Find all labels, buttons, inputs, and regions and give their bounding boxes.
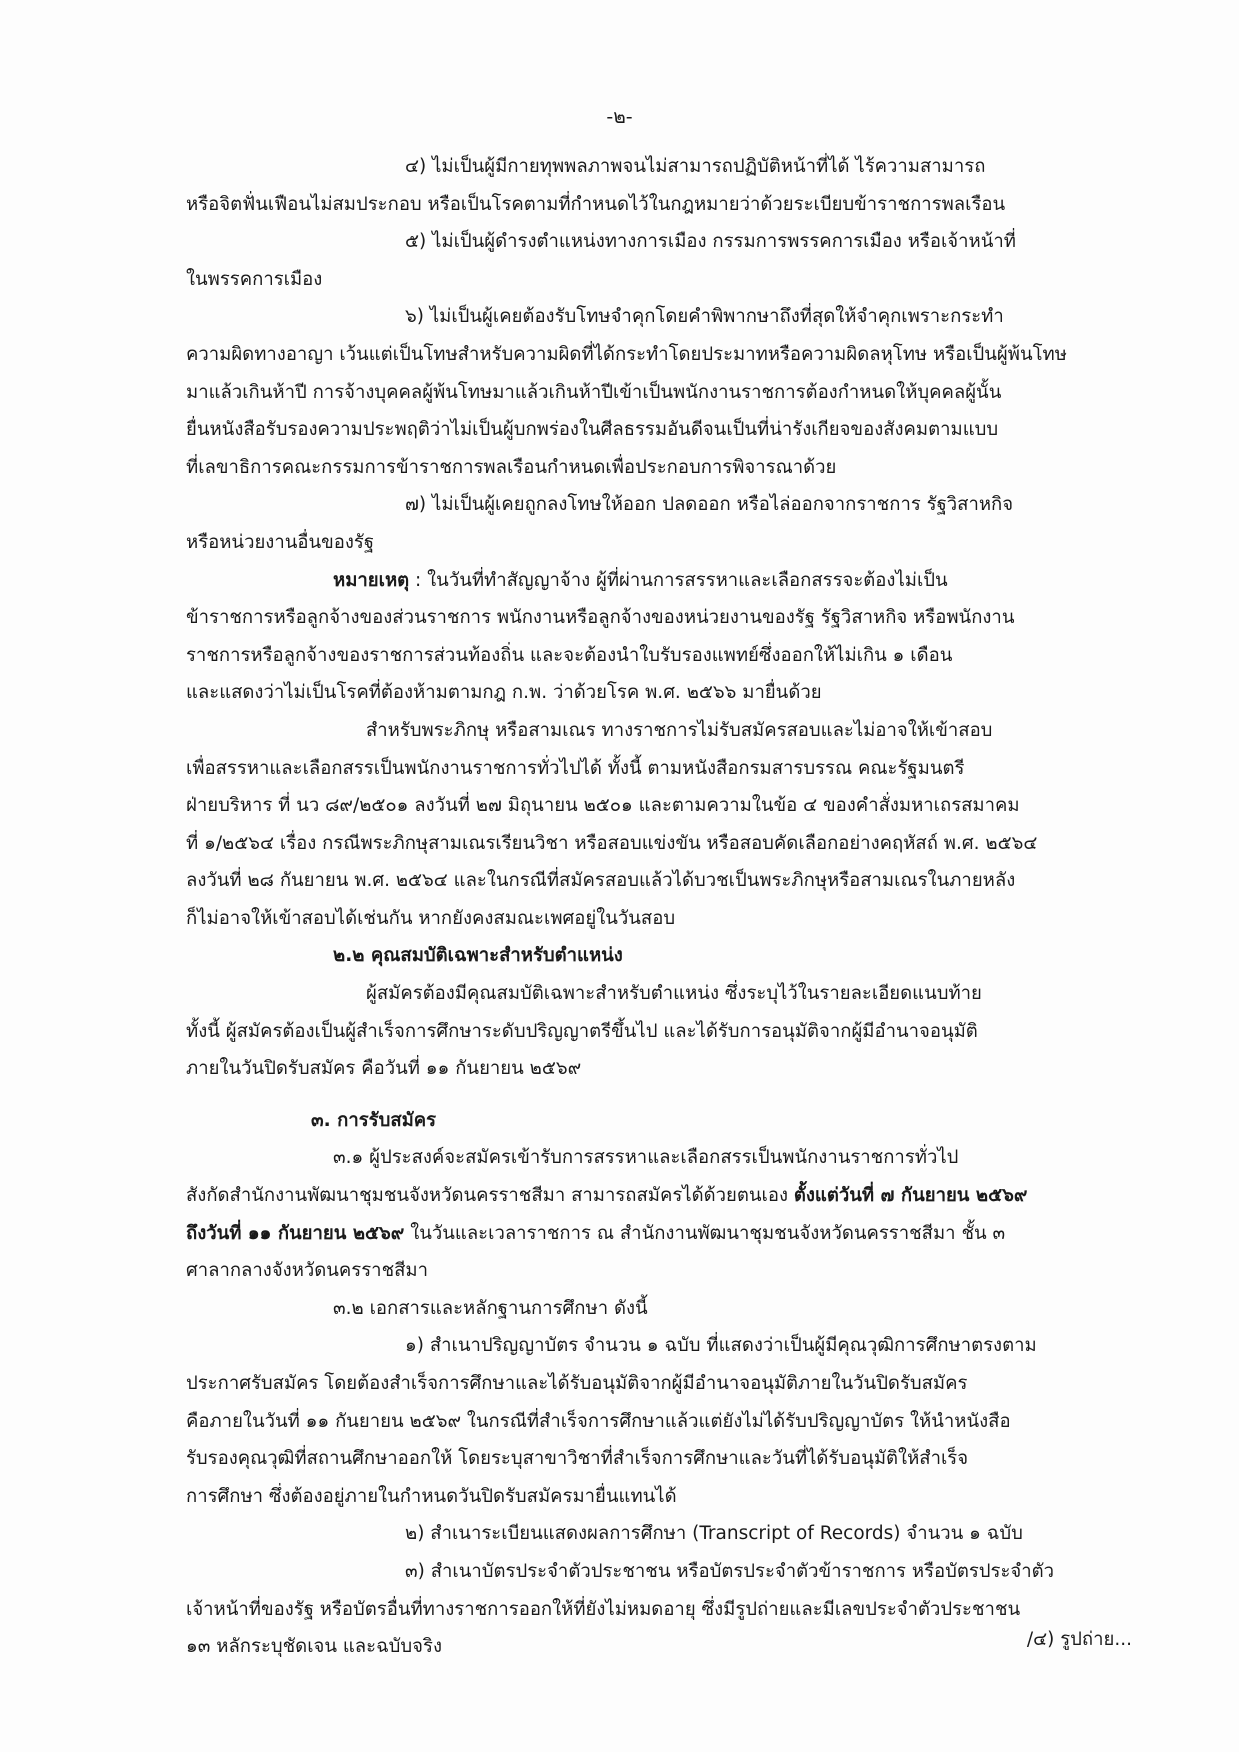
text-segment: เจ้าหน้าที่ของรัฐ หรือบัตรอื่นที่ทางราชการออกให้ที่ยังไม่หมดอายุ ซึ่งมีรูปถ่ายและมีเลขประจำตัวประชาชน	[186, 1598, 1021, 1620]
text-segment: ในพรรคการเมือง	[186, 268, 323, 290]
text-line	[186, 599, 1132, 637]
text-segment: ๑๓ หลักระบุชัดเจน และฉบับจริง	[186, 1636, 442, 1658]
text-segment: และแสดงว่าไม่เป็นโรคที่ต้องห้ามตามกฎ ก.พ. ว่าด้วยโรค พ.ศ. ๒๕๖๖ มายื่นด้วย	[186, 682, 822, 704]
text-line	[186, 1050, 1132, 1088]
text-segment: ลงวันที่ ๒๘ กันยายน พ.ศ. ๒๕๖๔ และในกรณีที่สมัครสอบแล้วได้บวชเป็นพระภิกษุหรือสามเณรในภายหลัง	[186, 870, 1016, 892]
text-line	[186, 862, 1132, 900]
paragraph-gap	[186, 1088, 1132, 1102]
text-line	[186, 1102, 1132, 1140]
text-line	[186, 900, 1132, 938]
text-line	[186, 261, 1132, 299]
text-line	[186, 1290, 1132, 1328]
text-line	[186, 750, 1132, 788]
text-segment: ๓.๑ ผู้ประสงค์จะสมัครเข้ารับการสรรหาและเลือกสรรเป็นพนักงานราชการทั่วไป	[333, 1147, 959, 1169]
text-line	[186, 1365, 1132, 1403]
bold-text-segment: ๒.๒ คุณสมบัติเฉพาะสำหรับตำแหน่ง	[333, 945, 623, 967]
text-line	[186, 1478, 1132, 1516]
text-line	[186, 1403, 1132, 1441]
text-segment: ทั้งนี้ ผู้สมัครต้องเป็นผู้สำเร็จการศึกษาระดับปริญญาตรีขึ้นไป และได้รับการอนุมัติจากผู้มีอำนาจอนุมัติ	[186, 1020, 978, 1042]
text-line	[186, 825, 1132, 863]
text-line	[186, 937, 1132, 975]
text-segment: สังกัดสำนักงานพัฒนาชุมชนจังหวัดนครราชสีมา สามารถสมัครได้ด้วยตนเอง	[186, 1185, 794, 1207]
text-segment: ๒) สำเนาระเบียนแสดงผลการศึกษา (Transcript of Records) จำนวน ๑ ฉบับ	[405, 1523, 1023, 1545]
text-segment: ที่ ๑/๒๕๖๔ เรื่อง กรณีพระภิกษุสามเณรเรียนวิชา หรือสอบแข่งขัน หรือสอบคัดเลือกอย่างคฤหัสถ์ พ.ศ. ๒๕๖๔	[186, 832, 1038, 854]
text-segment: คือภายในวันที่ ๑๑ กันยายน ๒๕๖๙ ในกรณีที่สำเร็จการศึกษาแล้วแต่ยังไม่ได้รับปริญญาบัตร ให้นำหนังสือ	[186, 1410, 1011, 1432]
bold-text-segment: ๓. การรับสมัคร	[311, 1109, 437, 1131]
text-segment: หรือหน่วยงานอื่นของรัฐ	[186, 531, 375, 553]
text-line	[186, 1252, 1132, 1290]
text-segment: ราชการหรือลูกจ้างของราชการส่วนท้องถิ่น และจะต้องนำใบรับรองแพทย์ซึ่งออกให้ไม่เกิน ๑ เดือน	[186, 644, 953, 666]
text-line	[186, 1553, 1132, 1591]
bold-text-segment: หมายเหตุ	[333, 569, 410, 591]
text-line	[186, 336, 1132, 374]
text-segment: ภายในวันปิดรับสมัคร คือวันที่ ๑๑ กันยายน ๒๕๖๙	[186, 1058, 582, 1080]
text-line	[186, 1515, 1132, 1553]
text-line	[186, 1139, 1132, 1177]
text-segment: มาแล้วเกินห้าปี การจ้างบุคคลผู้พ้นโทษมาแล้วเกินห้าปีเข้าเป็นพนักงานราชการต้องกำหนดให้บุคคลผู้นั้น	[186, 381, 1002, 403]
text-segment: ๓) สำเนาบัตรประจำตัวประชาชน หรือบัตรประจำตัวข้าราชการ หรือบัตรประจำตัว	[405, 1560, 1055, 1582]
text-segment: : ในวันที่ทำสัญญาจ้าง ผู้ที่ผ่านการสรรหาและเลือกสรรจะต้องไม่เป็น	[409, 569, 948, 591]
text-line	[186, 674, 1132, 712]
text-line	[186, 1440, 1132, 1478]
text-segment: หรือจิตฟั่นเฟือนไม่สมประกอบ หรือเป็นโรคตามที่กำหนดไว้ในกฎหมายว่าด้วยระเบียบข้าราชการพลเรือน	[186, 193, 1006, 215]
text-segment: ๑) สำเนาปริญญาบัตร จำนวน ๑ ฉบับ ที่แสดงว่าเป็นผู้มีคุณวุฒิการศึกษาตรงตาม	[405, 1335, 1037, 1357]
text-segment: ๖) ไม่เป็นผู้เคยต้องรับโทษจำคุกโดยคำพิพากษาถึงที่สุดให้จำคุกเพราะกระทำ	[405, 306, 1004, 328]
text-segment: ประกาศรับสมัคร โดยต้องสำเร็จการศึกษาและได้รับอนุมัติจากผู้มีอำนาจอนุมัติภายในวันปิดรับสมัคร	[186, 1373, 968, 1394]
text-line	[186, 975, 1132, 1013]
text-line	[186, 712, 1132, 750]
text-segment: ความผิดทางอาญา เว้นแต่เป็นโทษสำหรับความผิดที่ได้กระทำโดยประมาทหรือความผิดลหุโทษ หรือเป็นผู้พ้นโทษ	[186, 343, 1067, 365]
page-number: -๒-	[606, 106, 633, 128]
text-line	[186, 1327, 1132, 1365]
text-segment: ๗) ไม่เป็นผู้เคยถูกลงโทษให้ออก ปลดออก หรือไล่ออกจากราชการ รัฐวิสาหกิจ	[405, 494, 1014, 516]
text-segment: สำหรับพระภิกษุ หรือสามเณร ทางราชการไม่รับสมัครสอบและไม่อาจให้เข้าสอบ	[366, 719, 993, 741]
text-segment: ๕) ไม่เป็นผู้ดำรงตำแหน่งทางการเมือง กรรมการพรรคการเมือง หรือเจ้าหน้าที่	[405, 231, 1016, 253]
text-segment: ๓.๒ เอกสารและหลักฐานการศึกษา ดังนี้	[333, 1297, 648, 1319]
text-line	[186, 486, 1132, 524]
text-segment: รับรองคุณวุฒิที่สถานศึกษาออกให้ โดยระบุสาขาวิชาที่สำเร็จการศึกษาและวันที่ได้รับอนุมัติให้สำเร็จ	[186, 1448, 969, 1470]
text-line	[186, 223, 1132, 261]
text-line	[186, 524, 1132, 562]
text-line	[186, 637, 1132, 675]
text-segment: ผู้สมัครต้องมีคุณสมบัติเฉพาะสำหรับตำแหน่ง ซึ่งระบุไว้ในรายละเอียดแนบท้าย	[366, 983, 982, 1005]
text-segment: ที่เลขาธิการคณะกรรมการข้าราชการพลเรือนกำหนดเพื่อประกอบการพิจารณาด้วย	[186, 456, 837, 478]
text-segment: ก็ไม่อาจให้เข้าสอบได้เช่นกัน หากยังคงสมณะเพศอยู่ในวันสอบ	[186, 907, 676, 929]
text-segment: ยื่นหนังสือรับรองความประพฤติว่าไม่เป็นผู้บกพร่องในศีลธรรมอันดีจนเป็นที่น่ารังเกียจของสังคมตามแบบ	[186, 419, 999, 441]
text-line	[186, 1591, 1132, 1629]
bold-text-segment: ถึงวันที่ ๑๑ กันยายน ๒๕๖๙	[186, 1222, 405, 1244]
text-line	[186, 374, 1132, 412]
text-line	[186, 562, 1132, 600]
text-segment: เพื่อสรรหาและเลือกสรรเป็นพนักงานราชการทั่วไปได้ ทั้งนี้ ตามหนังสือกรมสารบรรณ คณะรัฐมนตรี	[186, 757, 965, 779]
text-segment: การศึกษา ซึ่งต้องอยู่ภายในกำหนดวันปิดรับสมัครมายื่นแทนได้	[186, 1485, 677, 1507]
text-line	[186, 411, 1132, 449]
text-line	[186, 1177, 1132, 1215]
text-segment: ฝ่ายบริหาร ที่ นว ๘๙/๒๕๐๑ ลงวันที่ ๒๗ มิถุนายน ๒๕๐๑ และตามความในข้อ ๔ ของคำสั่งมหาเถรสมาคม	[186, 795, 1020, 817]
text-segment: ๔) ไม่เป็นผู้มีกายทุพพลภาพจนไม่สามารถปฏิบัติหน้าที่ได้ ไร้ความสามารถ	[405, 156, 986, 177]
text-line	[186, 1215, 1132, 1253]
text-line	[186, 298, 1132, 336]
text-segment: ในวันและเวลาราชการ ณ สำนักงานพัฒนาชุมชนจังหวัดนครราชสีมา ชั้น ๓	[404, 1222, 1006, 1244]
text-line	[186, 449, 1132, 487]
text-line	[186, 1628, 1132, 1666]
text-line	[186, 1013, 1132, 1051]
bold-text-segment: ตั้งแต่วันที่ ๗ กันยายน ๒๕๖๙	[793, 1185, 1028, 1207]
text-line	[186, 186, 1132, 224]
text-line	[186, 148, 1132, 186]
text-segment: ศาลากลางจังหวัดนครราชสีมา	[186, 1260, 428, 1282]
document-body	[186, 148, 1132, 1666]
continuation-reference: /๔) รูปถ่าย...	[1026, 1629, 1132, 1650]
text-line	[186, 787, 1132, 825]
text-segment: ข้าราชการหรือลูกจ้างของส่วนราชการ พนักงานหรือลูกจ้างของหน่วยงานของรัฐ รัฐวิสาหกิจ หรือพนักงาน	[186, 607, 1015, 629]
